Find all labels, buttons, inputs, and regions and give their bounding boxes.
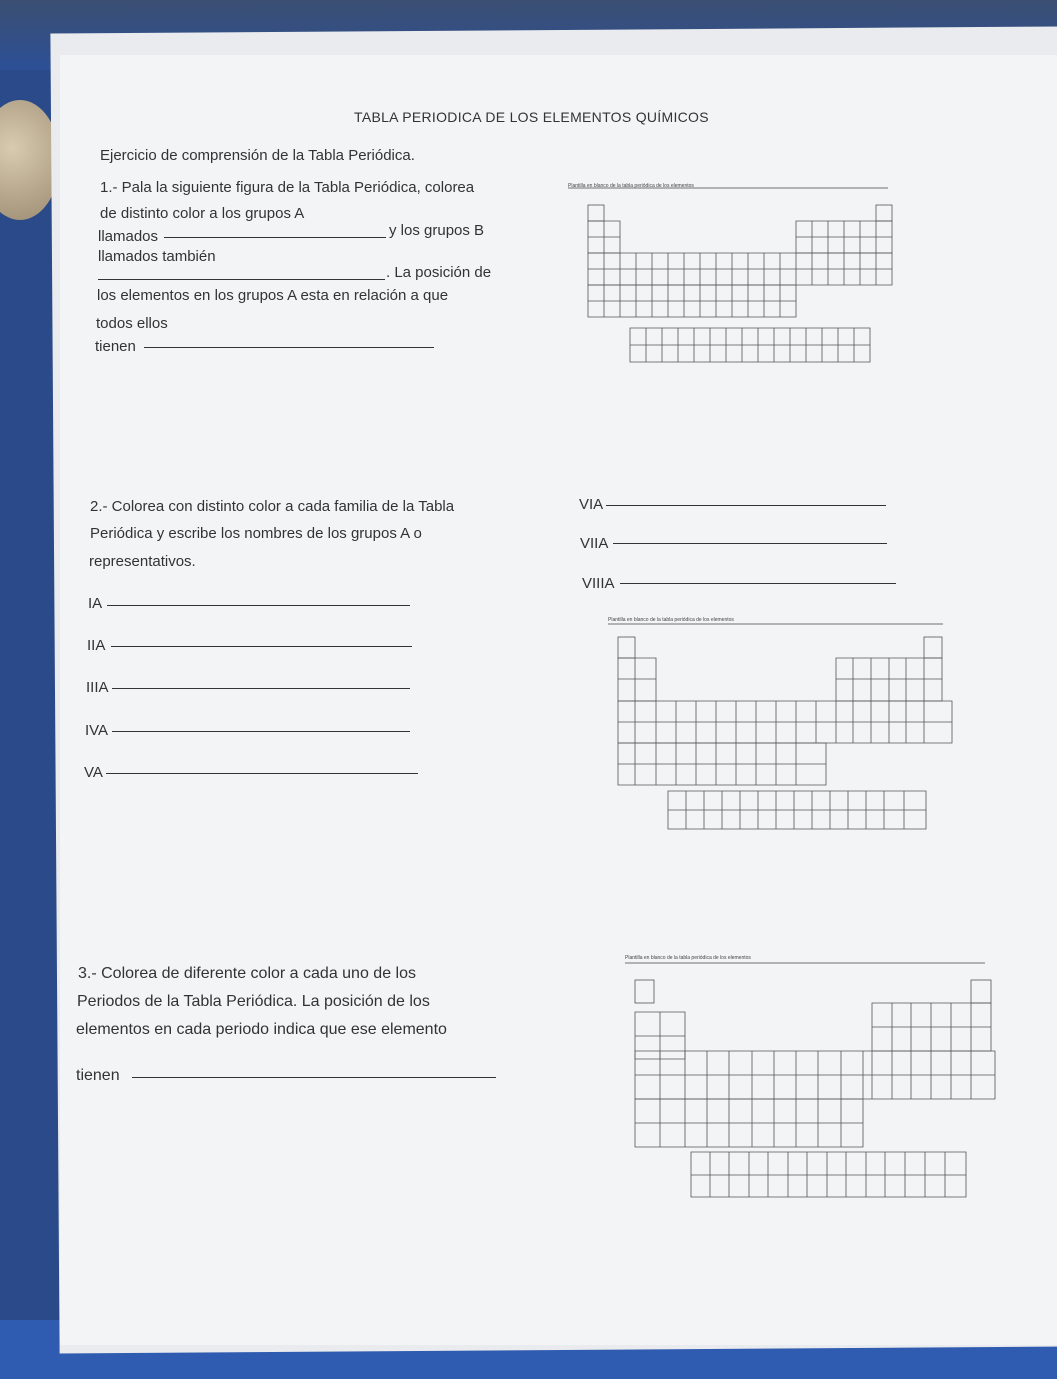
q1-line-2: de distinto color a los grupos A bbox=[100, 205, 305, 222]
q1-line-7: todos ellos bbox=[96, 315, 168, 332]
table-2-grid bbox=[608, 617, 953, 837]
periodic-table-1[interactable] bbox=[568, 183, 898, 365]
q1-line-8: tienen bbox=[95, 338, 136, 355]
group-viia-label: VIIA bbox=[580, 535, 609, 552]
q1-blank-tienen[interactable] bbox=[144, 347, 434, 348]
table-1-grid bbox=[568, 183, 898, 365]
q1-line-1: 1.- Pala la siguiente figura de la Tabla Periódica, colorea bbox=[100, 179, 475, 196]
q1-line-5: . La posición de bbox=[386, 264, 492, 281]
q2-line-3: representativos. bbox=[89, 553, 196, 570]
table-2-caption: Plantilla en blanco de la tabla periódica de los elementos bbox=[608, 617, 734, 623]
worksheet-subtitle: Ejercicio de comprensión de la Tabla Periódica. bbox=[100, 147, 415, 164]
worksheet-title: TABLA PERIODICA DE LOS ELEMENTOS QUÍMICOS bbox=[354, 109, 709, 125]
table-1-caption: Plantilla en blanco de la tabla periódica de los elementos bbox=[568, 183, 694, 189]
q2-line-1: 2.- Colorea con distinto color a cada familia de la Tabla bbox=[90, 498, 455, 515]
q1-line-4: llamados también bbox=[98, 248, 216, 265]
table-3-caption: Plantilla en blanco de la tabla periódica de los elementos bbox=[625, 955, 751, 961]
group-viiia-label: VIIIA bbox=[582, 575, 615, 592]
worksheet-page bbox=[60, 55, 1057, 1345]
group-iva-label: IVA bbox=[85, 722, 109, 739]
q1-blank-grupos-b[interactable] bbox=[98, 279, 385, 280]
q3-line-1: 3.- Colorea de diferente color a cada uno de los bbox=[78, 965, 416, 982]
group-via-label: VIA bbox=[579, 496, 604, 513]
group-va-blank[interactable] bbox=[106, 773, 418, 774]
periodic-table-2[interactable] bbox=[608, 617, 953, 837]
q1-blank-grupos-a[interactable] bbox=[164, 237, 386, 238]
table-3-grid bbox=[625, 955, 1000, 1200]
periodic-table-3[interactable] bbox=[625, 955, 1000, 1200]
q3-line-3: elementos en cada periodo indica que ese elemento bbox=[76, 1021, 447, 1038]
group-ia-label: IA bbox=[88, 595, 103, 612]
q3-blank-tienen[interactable] bbox=[132, 1077, 496, 1078]
group-va-label: VA bbox=[84, 764, 103, 781]
q2-line-2: Periódica y escribe los nombres de los grupos A o bbox=[90, 525, 422, 542]
q1-line-3b: y los grupos B bbox=[389, 222, 485, 239]
group-via-blank[interactable] bbox=[606, 505, 886, 506]
group-viiia-blank[interactable] bbox=[620, 583, 896, 584]
group-iiia-blank[interactable] bbox=[112, 688, 410, 689]
q1-line-3: llamados bbox=[98, 228, 159, 245]
group-viia-blank[interactable] bbox=[613, 543, 887, 544]
group-iia-blank[interactable] bbox=[111, 646, 412, 647]
group-iiia-label: IIIA bbox=[86, 679, 109, 696]
q3-line-2: Periodos de la Tabla Periódica. La posición de los bbox=[77, 993, 430, 1010]
group-ia-blank[interactable] bbox=[107, 605, 410, 606]
group-iva-blank[interactable] bbox=[112, 731, 410, 732]
group-iia-label: IIA bbox=[87, 637, 106, 654]
q1-line-6: los elementos en los grupos A esta en relación a que bbox=[97, 287, 449, 304]
q3-line-4: tienen bbox=[76, 1067, 120, 1084]
